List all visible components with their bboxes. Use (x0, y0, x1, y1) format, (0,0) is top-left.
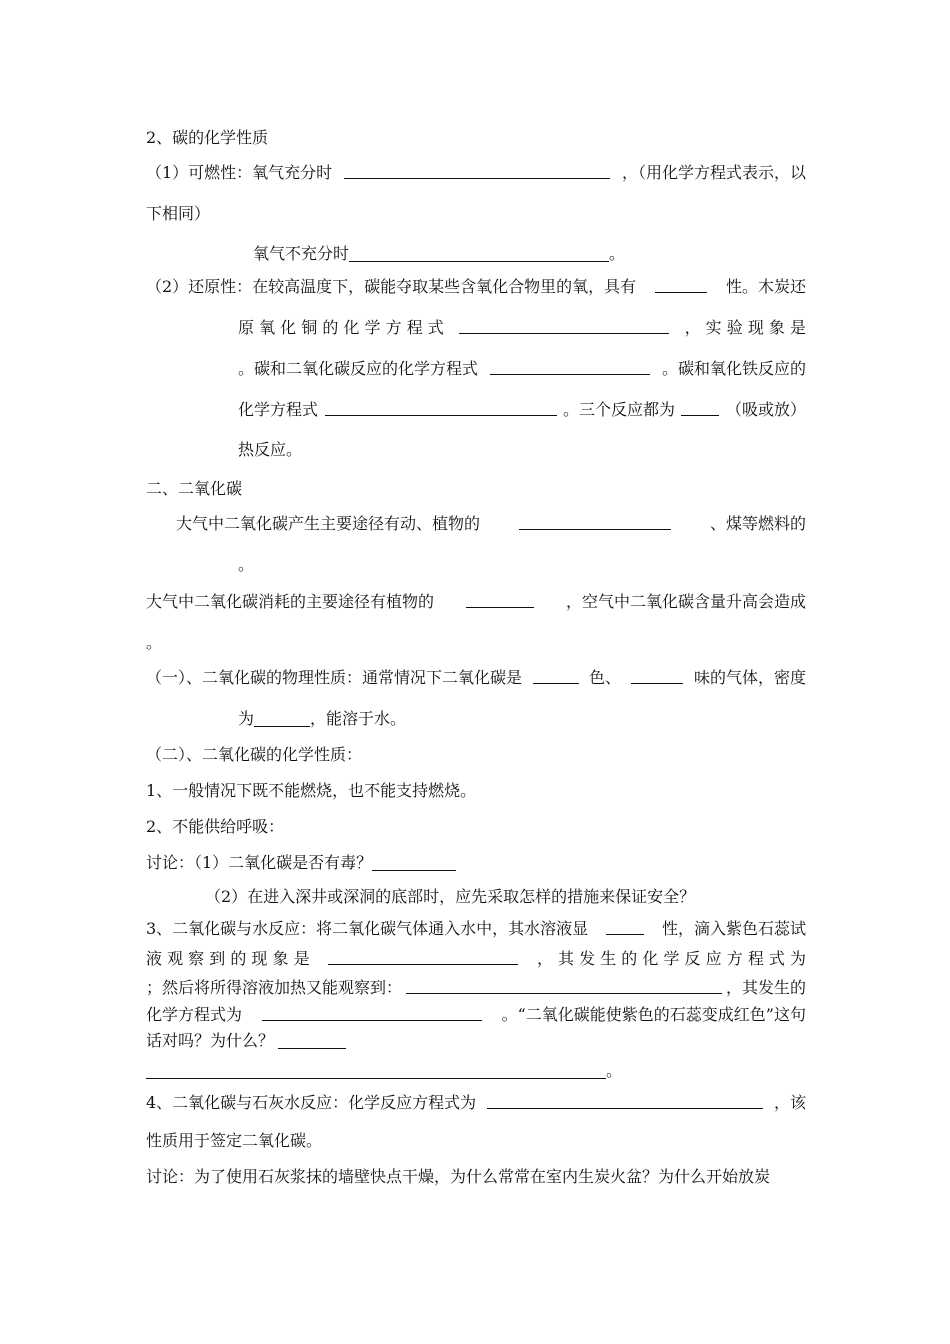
co2-suffix: 。碳和氧化铁反应的 (661, 359, 806, 378)
physical-properties-line (146, 667, 806, 689)
heat-reaction: 热反应。 (238, 440, 303, 459)
combustion-continuation: 下相同） (146, 204, 211, 223)
answer-blank[interactable] (278, 1032, 346, 1049)
insufficient-suffix: 。 (609, 244, 626, 263)
water-reaction-line-6 (146, 1060, 622, 1082)
co2-consume-line (146, 591, 806, 613)
insufficient-oxygen-line (253, 243, 625, 265)
answer-blank[interactable] (655, 276, 707, 293)
fe-prefix: 化学方程式 (238, 400, 319, 419)
disc1-text: 讨论：（1）二氧化碳是否有毒？ (146, 853, 373, 872)
reduction-line (146, 276, 806, 298)
water-text-9: 话对吗？为什么？ (146, 1031, 275, 1050)
answer-blank[interactable] (533, 667, 579, 684)
fe-suffix: 。三个反应都为 (562, 400, 675, 419)
water-text-4: ， 其 发 生 的 化 学 反 应 方 程 式 为 (536, 949, 806, 968)
discussion-1 (146, 852, 456, 874)
period: 。 (238, 555, 255, 574)
answer-blank[interactable] (146, 1062, 606, 1079)
reduction-text-2: 性。木炭还 (725, 277, 806, 296)
water-text-7: 化学方程式为 (146, 1005, 243, 1024)
water-text-3: 液 观 察 到 的 现 象 是 (146, 949, 310, 968)
combustion-suffix: ，（用化学方程式表示，以 (621, 163, 806, 182)
water-reaction-line-2 (146, 948, 806, 970)
phys-text-3: 味的气体，密度 (693, 668, 806, 687)
fe-reaction-line (238, 399, 806, 421)
answer-blank[interactable] (328, 948, 518, 965)
lime-suffix: ，该 (773, 1093, 806, 1112)
answer-blank[interactable] (262, 1004, 482, 1021)
co2-source-line (176, 513, 806, 535)
answer-blank[interactable] (406, 977, 722, 994)
answer-blank[interactable] (606, 918, 644, 935)
cuo-suffix: ， 实 验 现 象 是 (684, 318, 806, 337)
consume-prefix: 大气中二氧化碳消耗的主要途径有植物的 (146, 592, 435, 611)
water-reaction-line-4 (146, 1004, 806, 1026)
source-suffix: 、煤等燃料的 (709, 514, 806, 533)
water-text-5: ；然后将所得溶液加热又能观察到： (146, 978, 403, 997)
phys-text: （一）、二氧化碳的物理性质：通常情况下二氧化碳是 (146, 668, 523, 687)
water-text-2: 性，滴入紫色石蕊试 (661, 919, 806, 938)
water-text: 3、二氧化碳与水反应：将二氧化碳气体通入水中，其水溶液显 (146, 919, 589, 938)
cuo-line (238, 317, 806, 339)
water-reaction-line-3 (146, 977, 806, 999)
item-2: 2、不能供给呼吸： (146, 817, 285, 836)
answer-blank[interactable] (344, 162, 610, 179)
answer-blank[interactable] (631, 667, 683, 684)
answer-blank[interactable] (487, 1092, 763, 1109)
phys-text-4: 为 (238, 709, 255, 728)
limewater-continuation: 性质用于签定二氧化碳。 (146, 1131, 323, 1150)
co2-reaction-line (238, 358, 806, 380)
discussion-3: 讨论：为了使用石灰浆抹的墙壁快点干燥，为什么常常在室内生炭火盆？为什么开始放炭 (146, 1167, 771, 1186)
water-reaction-line-1 (146, 918, 806, 940)
density-line (238, 708, 406, 730)
water-text-6: ，其发生的 (725, 978, 806, 997)
answer-blank[interactable] (459, 317, 669, 334)
source-prefix: 大气中二氧化碳产生主要途径有动、植物的 (176, 514, 481, 533)
phys-text-5: ，能溶于水。 (310, 709, 407, 728)
answer-blank[interactable] (490, 358, 650, 375)
answer-blank[interactable] (325, 399, 557, 416)
co2-prefix: 。碳和二氧化碳反应的化学方程式 (238, 359, 479, 378)
phys-text-2: 色、 (588, 668, 621, 687)
section-heading-co2: 二、二氧化碳 (146, 479, 243, 498)
limewater-line (146, 1092, 806, 1114)
section-heading: 2、碳的化学性质 (146, 128, 269, 147)
combustion-prefix: （1）可燃性：氧气充分时 (146, 163, 333, 182)
reduction-text: （2）还原性：在较高温度下，碳能夺取某些含氧化合物里的氧，具有 (146, 277, 637, 296)
answer-blank[interactable] (254, 710, 310, 727)
consume-suffix: ，空气中二氧化碳含量升高会造成 (565, 592, 806, 611)
discussion-2: （2）在进入深井或深洞的底部时，应先采取怎样的措施来保证安全？ (205, 887, 696, 906)
answer-blank[interactable] (519, 513, 671, 530)
answer-blank[interactable] (349, 245, 609, 262)
item-1: 1、一般情况下既不能燃烧，也不能支持燃烧。 (146, 781, 477, 800)
answer-blank[interactable] (466, 591, 534, 608)
combustion-line (146, 162, 806, 184)
cuo-prefix: 原 氧 化 铜 的 化 学 方 程 式 (238, 318, 444, 337)
period: 。 (606, 1061, 623, 1080)
insufficient-prefix: 氧气不充分时 (253, 244, 350, 263)
fe-end: （吸或放） (725, 400, 806, 419)
lime-prefix: 4、二氧化碳与石灰水反应：化学反应方程式为 (146, 1093, 477, 1112)
period: 。 (146, 633, 163, 652)
water-reaction-line-5 (146, 1030, 346, 1052)
answer-blank[interactable] (681, 399, 719, 416)
water-text-8: 。“二氧化碳能使紫色的石蕊变成红色”这句 (501, 1005, 806, 1024)
answer-blank[interactable] (372, 854, 456, 871)
chemical-properties-heading: （二）、二氧化碳的化学性质： (146, 745, 363, 764)
